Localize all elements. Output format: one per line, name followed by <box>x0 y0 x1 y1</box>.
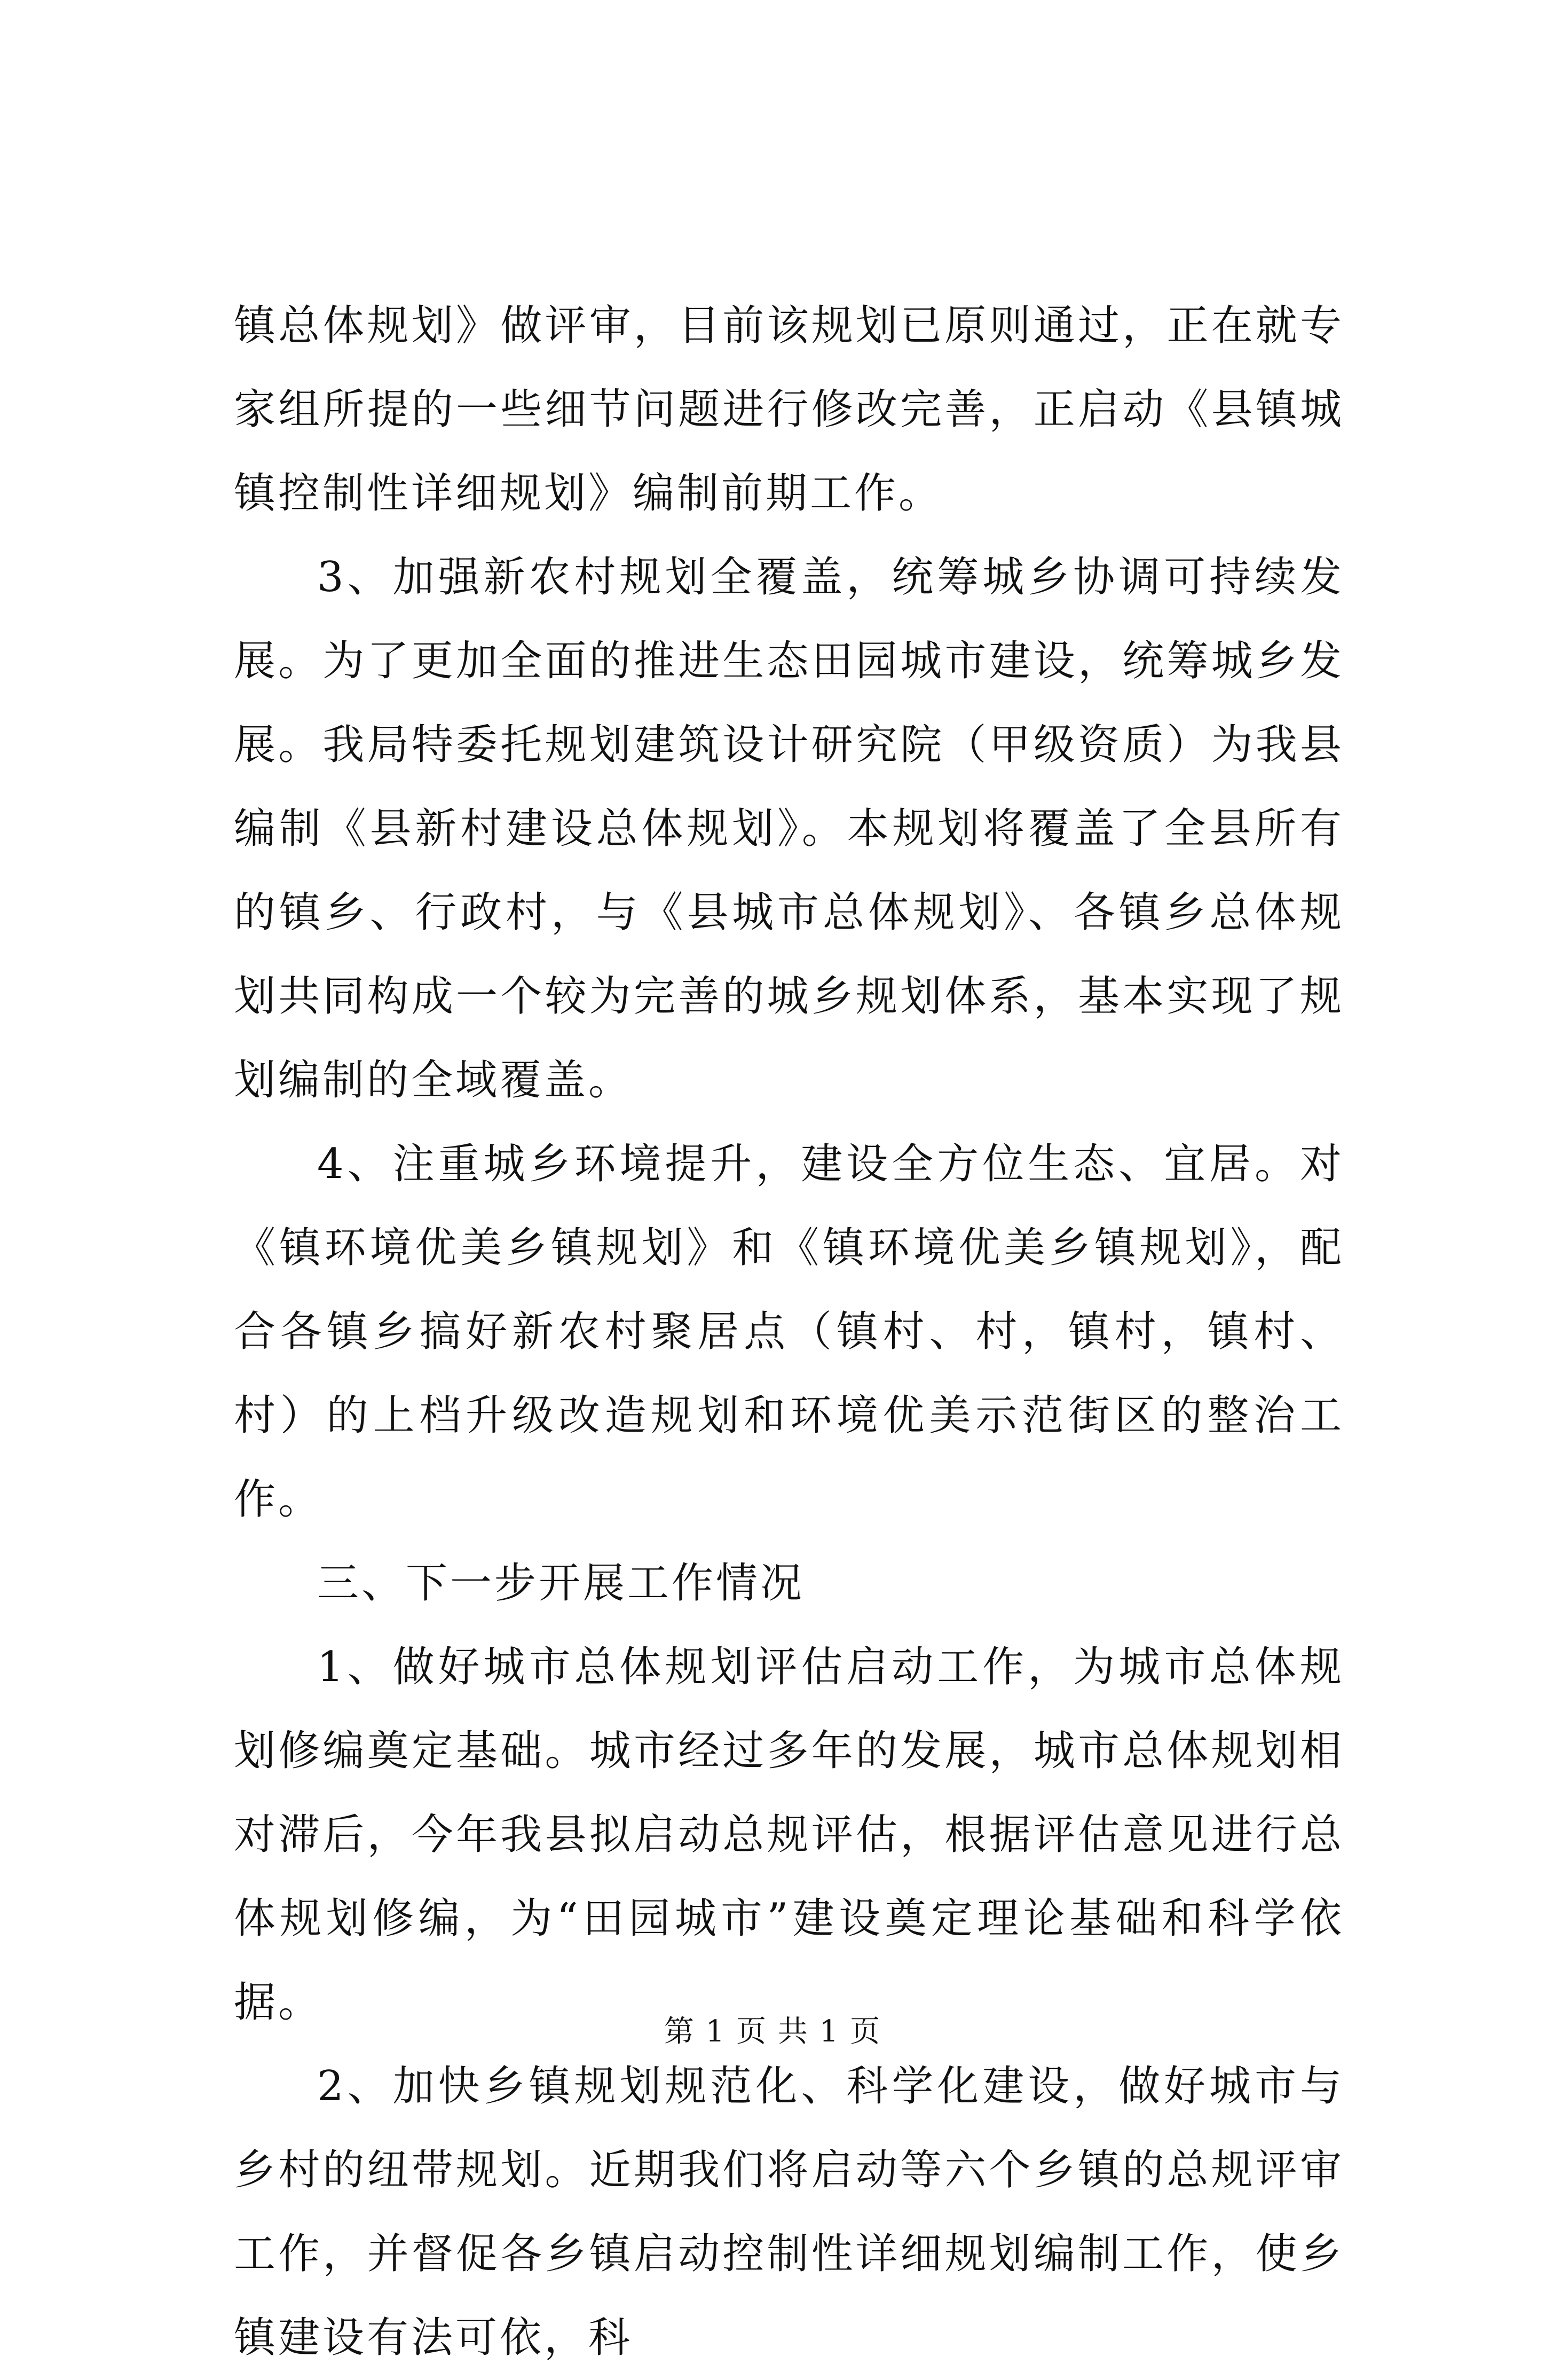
paragraph-item-4: 4、注重城乡环境提升，建设全方位生态、宜居。对《镇环境优美乡镇规划》和《镇环境优美乡镇规划》，配合各镇乡搞好新农村聚居点（镇村、村，镇村，镇村、村）的上档升级改造规划和环境优美示范街区的整治工作。 <box>234 1140 1344 1523</box>
page-number-footer: 第 1 页 共 1 页 <box>664 2014 881 2049</box>
document-body <box>234 284 1344 2380</box>
paragraph-continuation: 镇总体规划》做评审，目前该规划已原则通过，正在就专家组所提的一些细节问题进行修改完善，正启动《县镇城镇控制性详细规划》编制前期工作。 <box>234 302 1344 517</box>
paragraph-next-step-2: 2、加快乡镇规划规范化、科学化建设，做好城市与乡村的纽带规划。近期我们将启动等六个乡镇的总规评审工作，并督促各乡镇启动控制性详细规划编制工作，使乡镇建设有法可依，科 <box>234 2062 1344 2362</box>
paragraph-next-step-1: 1、做好城市总体规划评估启动工作，为城市总体规划修编奠定基础。城市经过多年的发展，城市总体规划相对滞后，今年我县拟启动总规评估，根据评估意见进行总体规划修编，为“田园城市”建设奠定理论基础和科学依据。 <box>234 1643 1344 2026</box>
paragraph-item-3: 3、加强新农村规划全覆盖，统筹城乡协调可持续发展。为了更加全面的推进生态田园城市建设，统筹城乡发展。我局特委托规划建筑设计研究院（甲级资质）为我县编制《县新村建设总体规划》。本规划将覆盖了全县所有的镇乡、行政村，与《县城市总体规划》、各镇乡总体规划共同构成一个较为完善的城乡规划体系，基本实现了规划编制的全域覆盖。 <box>234 553 1344 1104</box>
section-heading-next-steps: 三、下一步开展工作情况 <box>317 1559 805 1607</box>
